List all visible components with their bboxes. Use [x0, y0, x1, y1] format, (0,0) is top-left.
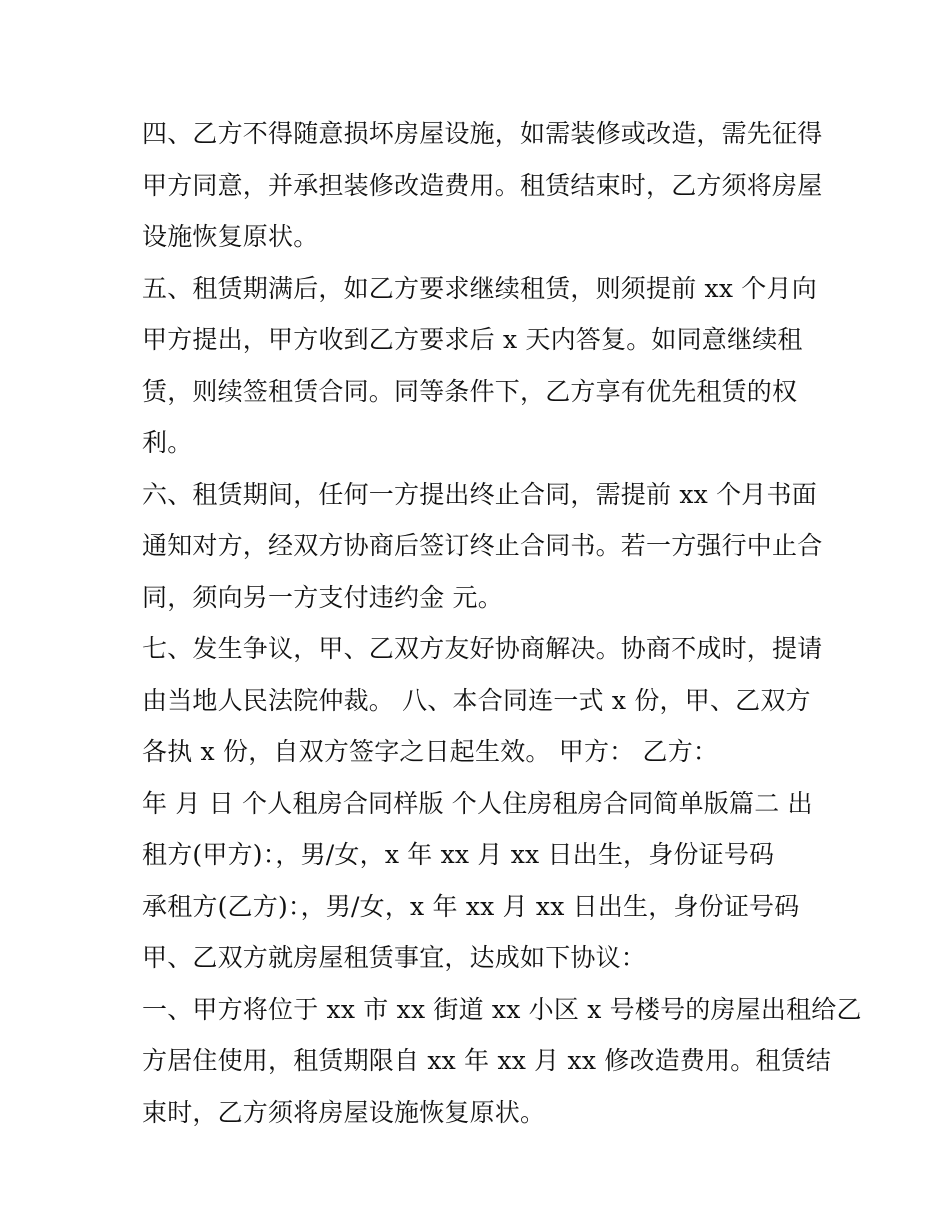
text-line: 六、租赁期间，任何一方提出终止合同，需提前 xx 个月书面 — [142, 479, 817, 509]
contract-text — [142, 108, 862, 1138]
text-line: 租方(甲方)：，男/女，x 年 xx 月 xx 日出生，身份证号码 — [142, 840, 775, 869]
text-line: 方居住使用，租赁期限自 xx 年 xx 月 xx 修改造费用。租赁结 — [142, 1046, 832, 1075]
text-line: 甲方提出，甲方收到乙方要求后 x 天内答复。如同意继续租 — [142, 325, 803, 354]
text-line: 承租方(乙方)：，男/女，x 年 xx 月 xx 日出生，身份证号码 — [142, 891, 800, 921]
text-line: 同，须向另一方支付违约金 元。 — [142, 582, 503, 612]
text-line: 甲方同意，并承担装修改造费用。租赁结束时，乙方须将房屋 — [142, 170, 823, 200]
text-line: 甲、乙双方就房屋租赁事宜，达成如下协议： — [142, 943, 647, 972]
text-line: 五、租赁期满后，如乙方要求继续租赁，则须提前 xx 个月向 — [142, 273, 817, 303]
text-line: 四、乙方不得随意损坏房屋设施，如需装修或改造，需先征得 — [142, 119, 823, 148]
text-line: 由当地人民法院仲裁。 八、本合同连一式 x 份，甲、乙双方 — [142, 685, 811, 715]
text-line: 通知对方，经双方协商后签订终止合同书。若一方强行中止合 — [142, 531, 823, 560]
text-line: 七、发生争议，甲、乙双方友好协商解决。协商不成时，提请 — [142, 634, 823, 663]
text-line: 赁，则续签租赁合同。同等条件下，乙方享有优先租赁的权 — [142, 376, 798, 406]
text-line: 束时，乙方须将房屋设施恢复原状。 — [142, 1097, 546, 1127]
text-line: 设施恢复原状。 — [142, 222, 319, 251]
text-line: 一、甲方将位于 xx 市 xx 街道 xx 小区 x 号楼号的房屋出租给乙 — [142, 994, 862, 1024]
text-line: 年 月 日 个人租房合同样版 个人住房租房合同简单版篇二 出 — [142, 788, 813, 818]
text-line: 各执 x 份，自双方签字之日起生效。 甲方： 乙方： — [142, 737, 719, 766]
text-line: 利。 — [142, 428, 193, 457]
